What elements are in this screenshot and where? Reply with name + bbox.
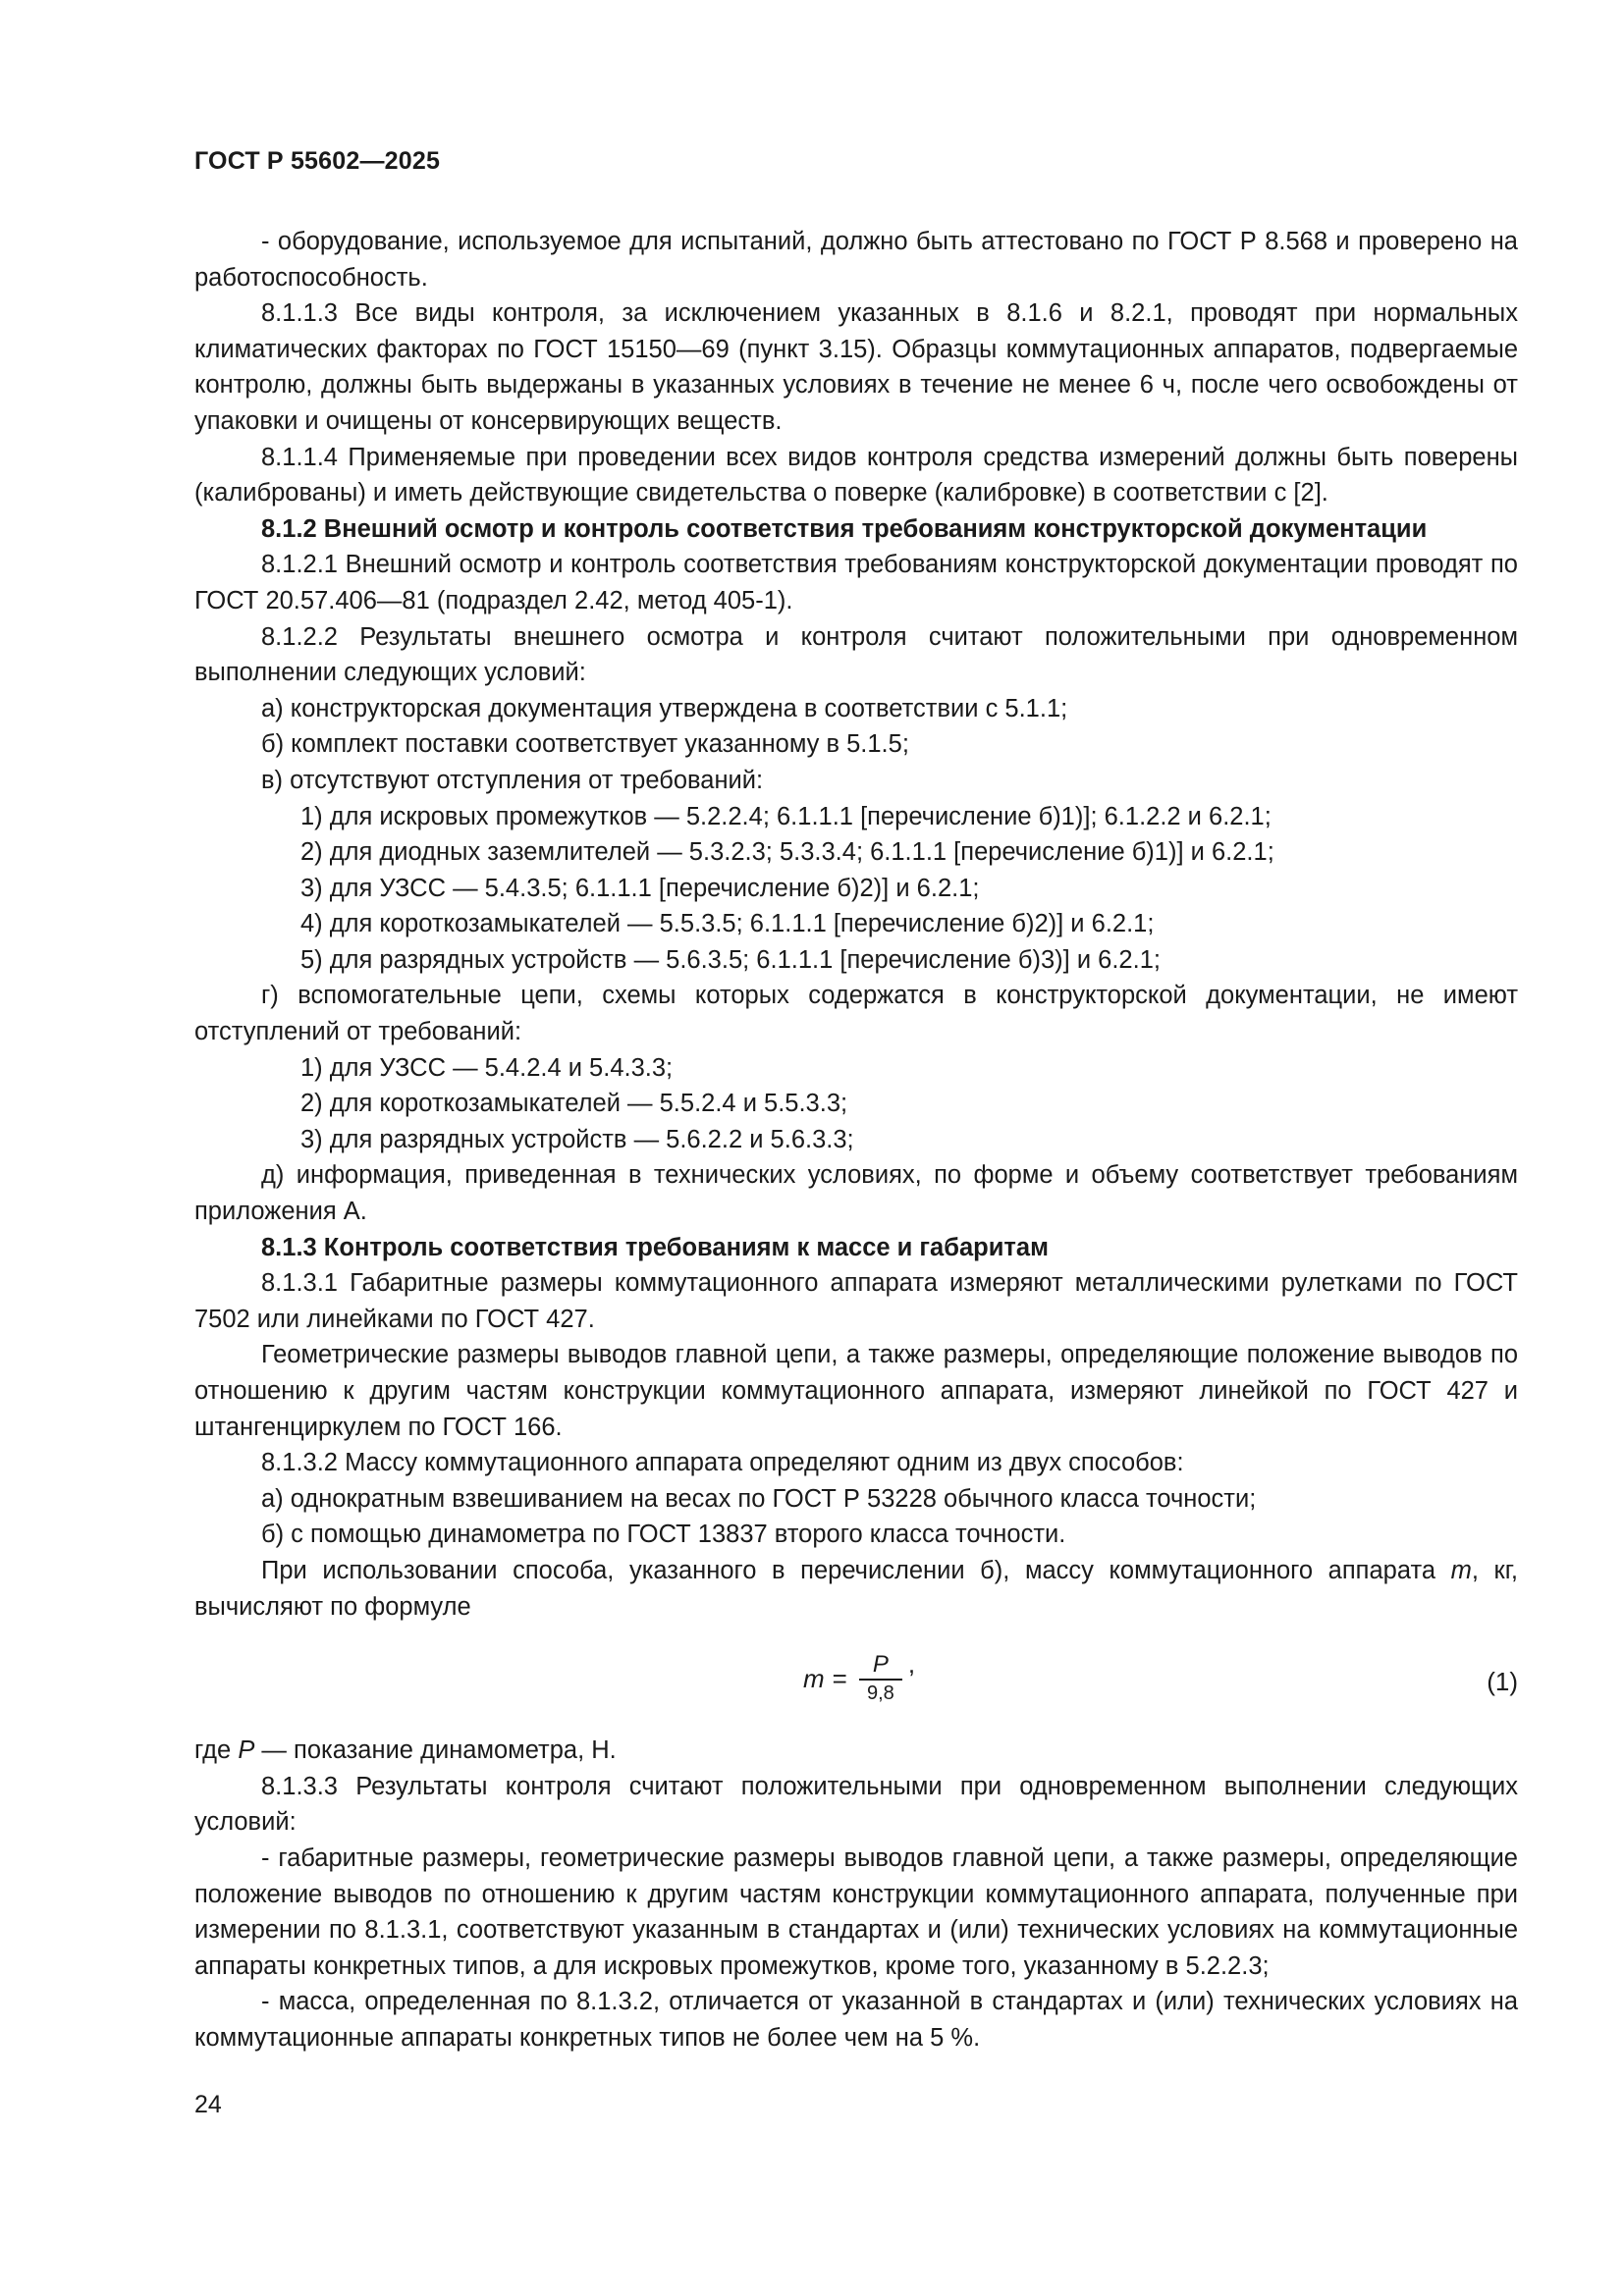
paragraph: 8.1.2.2 Результаты внешнего осмотра и контроля считают положительными при одновременном выполнении следующих условий: [194,622,1518,687]
paragraph: а) однократным взвешиванием на весах по ГОСТ Р 53228 обычного класса точности; [261,1484,1257,1513]
formula-numerator: P [872,1651,889,1679]
where-var: P [238,1736,255,1765]
where-prefix: где [194,1736,232,1765]
formula-intro [194,1553,1518,1625]
paragraph: д) информация, приведенная в технических условиях, по форме и объему соответствует требованиям приложения А. [194,1161,1518,1226]
paragraph: 2) для короткозамыкателей — 5.5.2.4 и 5.5.3.3; [300,1090,848,1118]
paragraph: 8.1.3 Контроль соответствия требованиям к массе и габаритам [261,1233,1049,1261]
formula-comma: , [907,1649,916,1680]
paragraph: 2) для диодных заземлителей — 5.3.2.3; 5.3.3.4; 6.1.1.1 [перечисление б)1)] и 6.2.1; [300,838,1274,867]
formula-intro-before: При использовании способа, указанного в перечислении б), массу коммутационного аппарата [261,1556,1436,1584]
paragraph: 5) для разрядных устройств — 5.6.3.5; 6.1.1.1 [перечисление б)3)] и 6.2.1; [300,945,1161,974]
formula-intro-var: m [1450,1556,1472,1584]
paragraph: 1) для УЗСС — 5.4.2.4 и 5.4.3.3; [300,1053,674,1082]
paragraph: г) вспомогательные цепи, схемы которых содержатся в конструкторской документации, не имеют отступлений от требований: [194,982,1518,1046]
paragraph: 8.1.2 Внешний осмотр и контроль соответствия требованиям конструкторской документации [261,514,1428,543]
paragraph: Геометрические размеры выводов главной цепи, а также размеры, определяющие положение выводов по отношению к другим частям конструкции коммутационного аппарата, измеряют линейкой по ГОСТ 427 и штангенциркулем по ГОСТ 166. [194,1341,1518,1441]
paragraph: 8.1.3.2 Массу коммутационного аппарата определяют одним из двух способов: [261,1449,1184,1477]
paragraph: 8.1.3.1 Габаритные размеры коммутационного аппарата измеряют металлическими рулетками по ГОСТ 7502 или линейками по ГОСТ 427. [194,1269,1518,1333]
formula-fraction [859,1651,902,1706]
document-header-title: ГОСТ Р 55602—2025 [194,147,441,175]
paragraph: 1) для искровых промежутков — 5.2.2.4; 6.1.1.1 [перечисление б)1)]; 6.1.2.2 и 6.2.1; [300,802,1272,830]
formula-number: (1) [1487,1667,1518,1697]
paragraphs-after-formula [194,1769,1518,2056]
where-rest: — показание динамометра, Н. [261,1736,617,1765]
paragraph: 3) для УЗСС — 5.4.3.5; 6.1.1.1 [перечисление б)2)] и 6.2.1; [300,874,980,902]
paragraph: 4) для короткозамыкателей — 5.5.3.5; 6.1.1.1 [перечисление б)2)] и 6.2.1; [300,910,1155,938]
formula-block [194,1625,1518,1733]
paragraph: 8.1.1.4 Применяемые при проведении всех видов контроля средства измерений должны быть поверены (калиброваны) и иметь действующие свидетельства о поверке (калибровке) в соответствии с [2]. [194,443,1518,507]
formula-denominator: 9,8 [866,1682,894,1705]
paragraph: 8.1.2.1 Внешний осмотр и контроль соответствия требованиям конструкторской документации проводят по ГОСТ 20.57.406—81 (подраздел 2.42, метод 405-1). [194,551,1518,614]
formula-equals: = [832,1664,847,1694]
paragraph: б) комплект поставки соответствует указанному в 5.1.5; [261,730,909,759]
paragraph: - габаритные размеры, геометрические размеры выводов главной цепи, а также размеры, определяющие положение выводов по отношению к другим частям конструкции коммутационного аппарата, полученные при измерении по 8.1.3.1, соответствуют указанным в стандартах и (или) технических условиях на коммутационные аппараты конкретных типов, а для искровых промежутков, кроме того, указанному в 5.2.2.3; [194,1843,1518,1980]
formula-expression [803,1646,915,1712]
paragraph: в) отсутствуют отступления от требований: [261,766,764,794]
paragraph: 8.1.1.3 Все виды контроля, за исключением указанных в 8.1.6 и 8.2.1, проводят при нормальных климатических факторах по ГОСТ 15150—69 (пункт 3.15). Образцы коммутационных аппаратов, подвергаемые контролю, должны быть выдержаны в указанных условиях в течение не менее 6 ч, после чего освобождены от упаковки и очищены от консервирующих веществ. [194,299,1518,435]
formula-where [194,1733,1518,1769]
paragraph: а) конструкторская документация утверждена в соответствии с 5.1.1; [261,694,1068,722]
paragraphs-before-formula [194,224,1518,1553]
formula-intro-after: , кг, вычисляют по формуле [194,1556,1518,1621]
paragraph: 8.1.3.3 Результаты контроля считают положительными при одновременном выполнении следующих условий: [194,1772,1518,1837]
formula-lhs: m [803,1664,825,1694]
paragraph: 3) для разрядных устройств — 5.6.2.2 и 5.6.3.3; [300,1125,854,1153]
paragraph: - масса, определенная по 8.1.3.2, отличается от указанной в стандартах и (или) технических условиях на коммутационные аппараты конкретных типов не более чем на 5 %. [194,1988,1518,2052]
document-body [194,224,1518,2056]
paragraph: б) с помощью динамометра по ГОСТ 13837 второго класса точности. [261,1521,1066,1549]
paragraph: - оборудование, используемое для испытаний, должно быть аттестовано по ГОСТ Р 8.568 и проверено на работоспособность. [194,228,1518,292]
page-number: 24 [194,2091,222,2118]
